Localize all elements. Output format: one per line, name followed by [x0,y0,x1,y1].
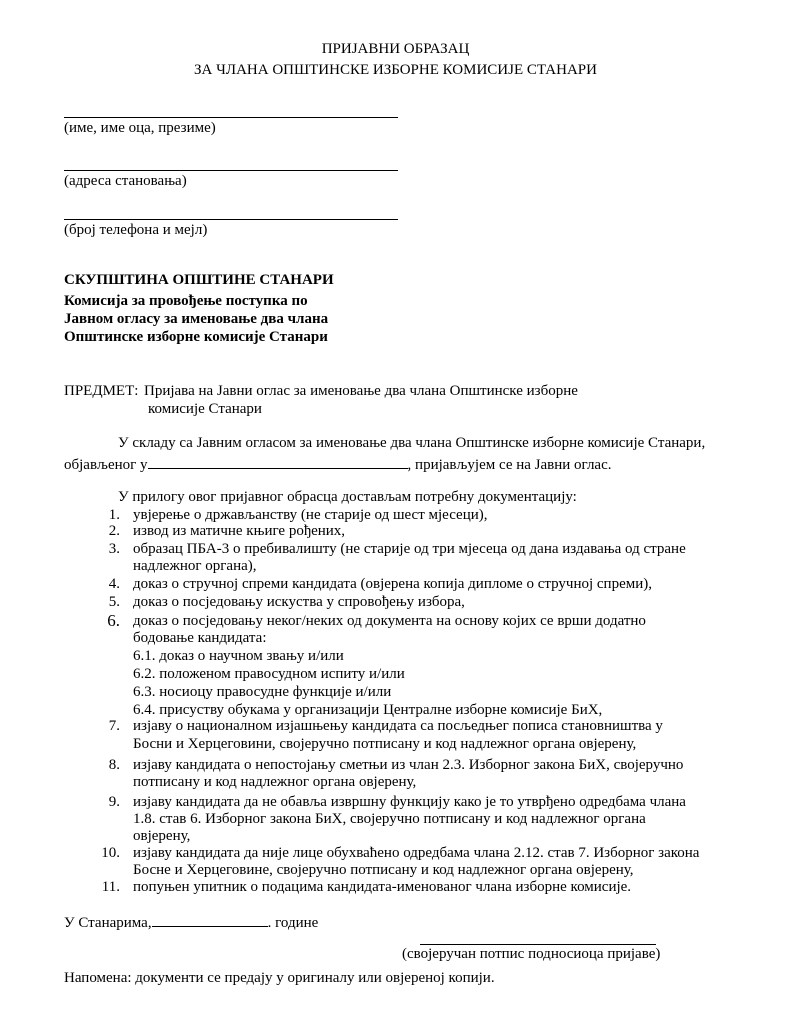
subject-text-line1: Пријава на Јавни оглас за именовање два члана Општинске изборне [144,383,578,399]
body-paragraph-published-in: објављеног у [64,457,148,473]
list-item-number: 4. [108,576,120,592]
list-item-text: образац ПБА-3 о пребивалишту (не старије од три мјесеца од дана издавања од стране [133,541,686,557]
recipient-line1: СКУПШТИНА ОПШТИНЕ СТАНАРИ [64,272,334,288]
list-item-number: 6. [107,611,120,630]
address-field-label: (адреса становања) [64,173,187,189]
list-item-text: доказ о посједовању искуства у спровођењу избора, [133,594,465,610]
document-title-line2: ЗА ЧЛАНА ОПШТИНСКЕ ИЗБОРНЕ КОМИСИЈЕ СТАНАРИ [194,62,597,78]
list-item-text: Босне и Херцеговине, својеручно потписану и код надлежног органа овјерену, [133,862,634,878]
list-item-number: 7. [108,718,120,734]
phone-email-field-label: (број телефона и мејл) [64,222,208,238]
recipient-line2: Комисија за провођење поступка по [64,293,308,309]
list-item-text: изјаву кандидата о непостојању сметњи из члан 2.3. Изборног закона БиХ, својеручно [133,757,684,773]
body-paragraph-line2 [64,454,612,474]
date-input-line[interactable] [152,912,268,927]
note: Напомена: документи се предају у оригиналу или овјереној копији. [64,970,495,986]
list-item-text: доказ о посједовању неког/неких од документа на основу којих се врши додатно [133,613,646,629]
name-input-line[interactable] [64,117,398,118]
subject-label: ПРЕДМЕТ: [64,383,139,399]
publication-input-line[interactable] [148,454,408,469]
list-item-number: 10. [101,845,120,861]
recipient-line4: Општинске изборне комисије Станари [64,329,328,345]
list-item-text: изјаву кандидата да не обавља извршну функцију како је то утврђено одредбама члана [133,794,686,810]
list-item-number: 11. [101,879,120,895]
list-item-text: овјерену, [133,828,191,844]
list-item-text: попуњен упитник о подацима кандидата-именованог члана изборне комисије. [133,879,632,895]
list-item-text: надлежног органа), [133,558,257,574]
place-suffix: . године [267,915,319,931]
subject-text-line2: комисије Станари [148,401,262,417]
document-title-line1: ПРИЈАВНИ ОБРАЗАЦ [321,41,470,57]
list-item-number: 3. [108,541,120,557]
list-item-text: доказ о стручној спреми кандидата (овјерена копија дипломе о стручној спреми), [133,576,653,592]
list-item-text: Босни и Херцеговини, својеручно потписану и код надлежног органа овјерену, [133,736,637,752]
list-item-number: 8. [108,757,120,773]
list-item-text: изјаву кандидата да није лице обухваћено одредбама члана 2.12. став 7. Изборног закона [133,845,700,861]
list-item-text: бодовање кандидата: [133,630,267,646]
name-field-label: (име, име оца, презиме) [64,120,216,136]
sub-list-item: 6.2. положеном правосудном испиту и/или [133,666,405,682]
place-date-line [64,912,318,932]
list-item-number: 1. [108,507,120,523]
sub-list-item: 6.1. доказ о научном звању и/или [133,648,344,664]
list-item-text: изјаву о националном изјашњењу кандидата са посљедњег пописа становништва у [133,718,663,734]
body-paragraph-line1: У складу са Јавним огласом за именовање два члана Општинске изборне комисије Станари, [118,435,706,451]
list-item-text: потписану и код надлежног органа овјерену, [133,774,417,790]
place-prefix: У Станарима, [64,915,152,931]
body-paragraph-apply-text: , пријављујем се на Јавни оглас. [407,457,612,473]
sub-list-item: 6.3. носиоцу правосудне функције и/или [133,684,392,700]
address-input-line[interactable] [64,170,398,171]
sub-list-item: 6.4. присуству обукама у организацији Централне изборне комисије БиХ, [133,702,603,718]
list-item-number: 2. [108,523,120,539]
list-item-text: увјерење о држављанству (не старије од шест мјесеци), [133,507,488,523]
recipient-line3: Јавном огласу за именовање два члана [64,311,329,327]
list-item-text: извод из матичне књиге рођених, [133,523,346,539]
list-item-text: 1.8. став 6. Изборног закона БиХ, својеручно потписану и код надлежног органа [133,811,646,827]
list-item-number: 9. [108,794,120,810]
list-intro: У прилогу овог пријавног обрасца достављам потребну документацију: [118,489,577,505]
phone-email-input-line[interactable] [64,219,398,220]
signature-label: (својеручан потпис подносиоца пријаве) [402,946,661,962]
list-item-number: 5. [108,594,120,610]
